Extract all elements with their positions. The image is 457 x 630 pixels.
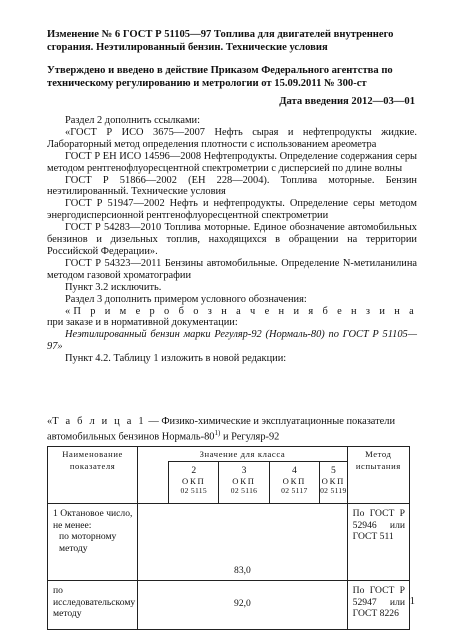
class-code: 02 5116 — [230, 486, 258, 495]
table-row — [48, 504, 410, 581]
paragraph: Раздел 3 дополнить примером условного обозначения: — [65, 293, 307, 305]
caption-text: — Физико-химические и эксплуатационные показатели автомобильных бензинов Нормаль-80 — [47, 416, 396, 443]
class-code: 02 5119 — [320, 486, 347, 495]
class-cell — [219, 462, 269, 504]
paragraph: ГОСТ Р 51866—2002 (ЕН 228—2004). Топлива моторные. Бензин неэтилированный. Технические условия — [47, 174, 417, 198]
header-value: Значение для класса — [138, 447, 347, 462]
class-number: 2 — [191, 465, 197, 476]
class-cell — [169, 462, 219, 504]
caption-footnote-mark: 1) — [214, 428, 221, 437]
approval-statement: Утверждено и введено в действие Приказом Федерального агентства по техническому регулированию и метрологии от 15.09.2011 № 300-ст — [47, 65, 393, 89]
indicator-cell — [48, 504, 138, 581]
effective-date: Дата введения 2012—03—01 — [279, 96, 415, 107]
class-cell — [320, 462, 348, 504]
class-cell — [269, 462, 319, 504]
class-code: 02 5115 — [180, 486, 207, 495]
properties-table — [47, 446, 410, 630]
paragraph: ГОСТ Р 54323—2011 Бензины автомобильные. Определение N-метиланилина методом газовой хроматографии — [47, 257, 417, 281]
indicator-cell — [48, 581, 138, 630]
class-number: 5 — [330, 465, 336, 476]
example-designation: Неэтилированный бензин марки Регуляр-92 (Нормаль-80) по ГОСТ Р 51105—97» — [47, 329, 417, 353]
indicator-subtext: по моторному методу — [59, 531, 117, 554]
class-number: 3 — [241, 465, 247, 476]
amendment-body — [47, 115, 417, 365]
amendment-title: Изменение № 6 ГОСТ Р 51105—97 Топлива для двигателей внутреннего сгорания. Неэтилированный бензин. Технические условия — [47, 29, 394, 53]
paragraph: ГОСТ Р 54283—2010 Топлива моторные. Единое обозначение автомобильных бензинов и дизельных топлив, находящихся в обращении на территории Российской Федерации». — [47, 222, 417, 257]
paragraph: ГОСТ Р ЕН ИСО 14596—2008 Нефтепродукты. Определение содержания серы методом рентгенофлуоресцентной спектрометрии с дисперсией по длине волны — [47, 150, 417, 174]
page-number: 1 — [409, 596, 415, 607]
class-okp: ОКП — [321, 476, 346, 486]
class-okp: ОКП — [282, 476, 307, 486]
class-number: 4 — [291, 465, 297, 476]
class-code: 02 5117 — [281, 486, 308, 495]
method-cell: По ГОСТ Р 52946 или ГОСТ 511 — [347, 504, 409, 581]
value-cell: 92,0 — [138, 581, 347, 630]
value-cell: 83,0 — [138, 504, 347, 581]
example-text: при заказе и в нормативной документации: — [47, 317, 238, 329]
spacer-cell — [138, 462, 169, 504]
header-method: Метод испытания — [347, 447, 409, 504]
paragraph: Раздел 2 дополнить ссылками: — [65, 115, 200, 126]
table-row — [48, 581, 410, 630]
example-label: «П р и м е р о б о з н а ч е н и я б е н з и н а — [65, 305, 417, 317]
paragraph: ГОСТ Р 51947—2002 Нефть и нефтепродукты. Определение серы методом энергодисперсионной рентгенофлуоресцентной спектрометрии — [47, 198, 417, 222]
paragraph: Пункт 4.2. Таблицу 1 изложить в новой редакции: — [65, 353, 287, 365]
paragraph: Пункт 3.2 исключить. — [65, 281, 162, 293]
indicator-text: 1 Октановое число, не менее: — [53, 508, 133, 531]
method-cell: По ГОСТ Р 52947 или ГОСТ 8226 — [347, 581, 409, 630]
class-okp: ОКП — [232, 476, 256, 486]
table-header-row — [48, 447, 410, 462]
paragraph: «ГОСТ Р ИСО 3675—2007 Нефть сырая и нефтепродукты жидкие. Лабораторный метод определения плотности с использованием ареометра — [47, 126, 417, 150]
table-caption — [47, 416, 417, 443]
indicator-text: по исследовательскому методу — [53, 585, 136, 620]
caption-quote: « — [47, 416, 53, 427]
caption-label: Т а б л и ц а 1 — [52, 416, 146, 427]
caption-text-end: и Регуляр-92 — [220, 431, 280, 443]
class-okp: ОКП — [181, 476, 206, 486]
example-paragraph — [47, 306, 417, 330]
header-indicator: Наименование показателя — [48, 447, 138, 504]
